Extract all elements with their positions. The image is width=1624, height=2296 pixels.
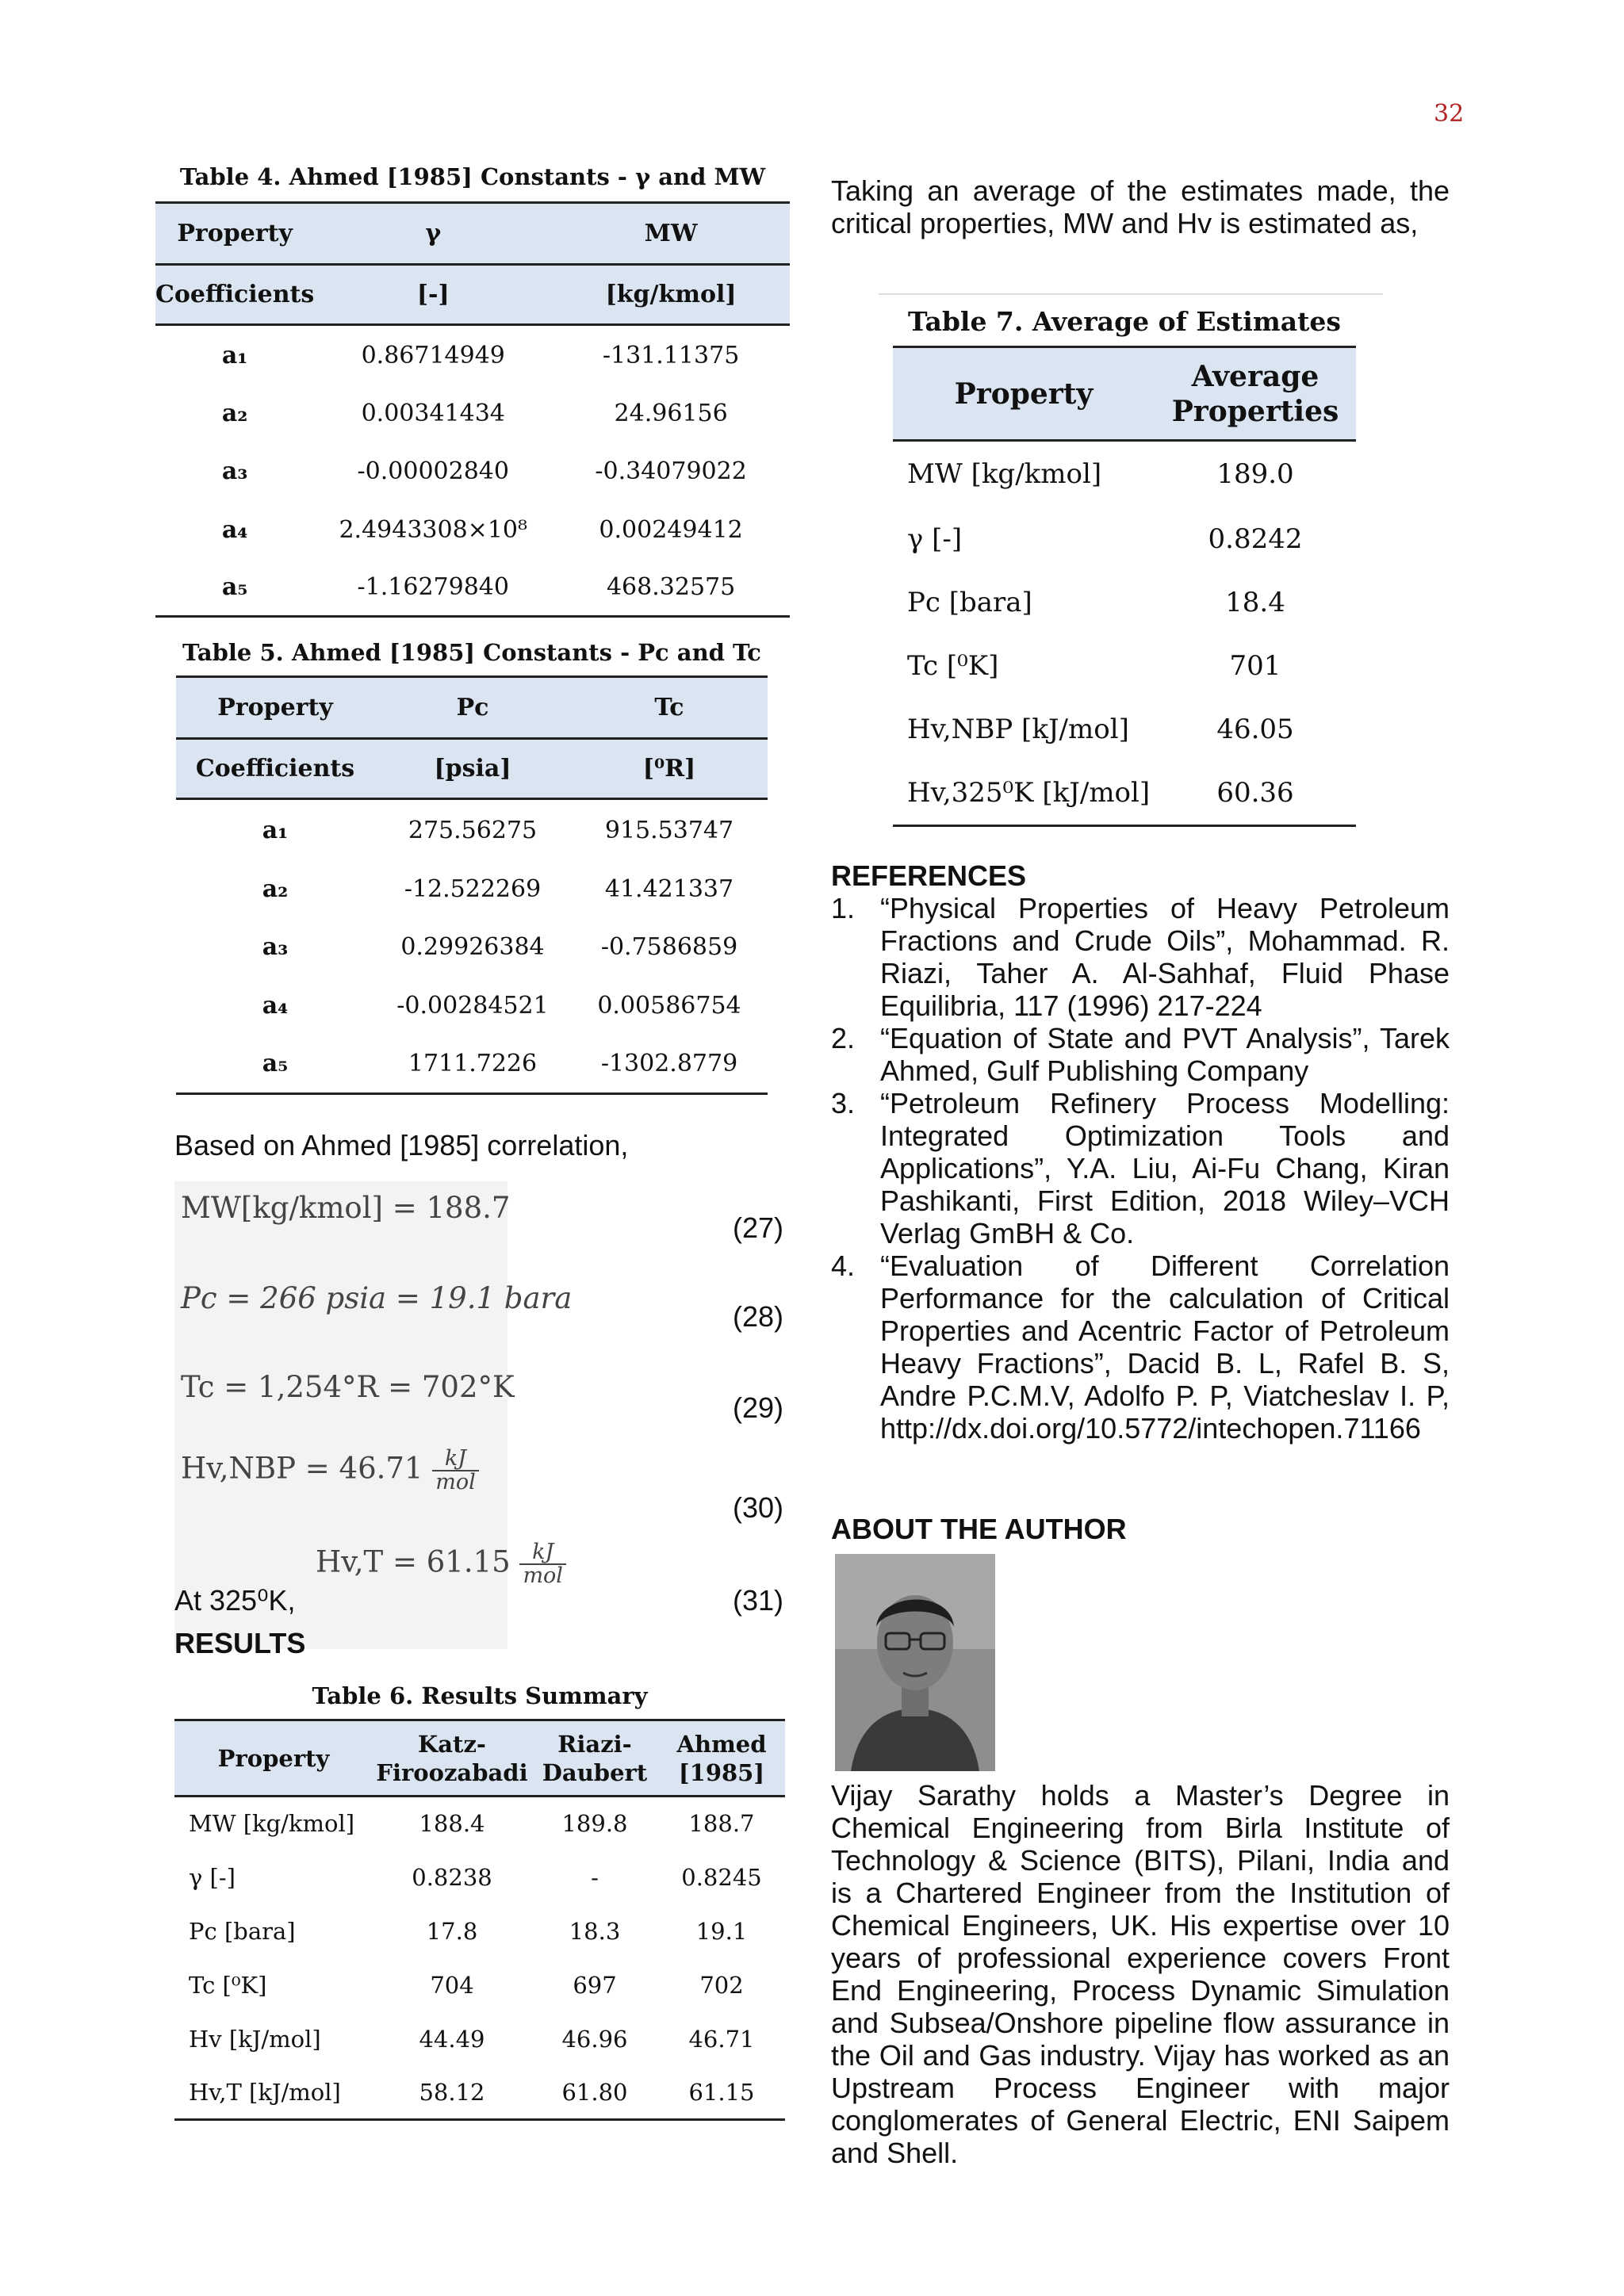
table4-unit-gamma: [-] xyxy=(314,265,552,325)
table6-cell: - xyxy=(591,1863,599,1891)
table7-cell: Tc [⁰K] xyxy=(907,649,999,682)
table6-cell: 17.8 xyxy=(426,1917,478,1945)
table4-cell: 2.4943308×10⁸ xyxy=(339,516,528,544)
table7-cell: MW [kg/kmol] xyxy=(907,458,1102,491)
table-row xyxy=(174,1797,785,1850)
table-row xyxy=(155,385,790,442)
equation-number: (31) xyxy=(733,1584,784,1617)
table7-cell: Pc [bara] xyxy=(907,586,1032,618)
table-row xyxy=(155,325,790,385)
table-row xyxy=(893,571,1356,634)
table5-cell: 41.421337 xyxy=(604,875,734,903)
table4-cell: -0.34079022 xyxy=(595,457,747,485)
table6-cell: Hv,T [kJ/mol] xyxy=(174,2066,373,2120)
equation-rhs: = 266 psia = 19.1 bara xyxy=(226,1281,573,1315)
reference-number: 4. xyxy=(831,1249,856,1282)
table6-header-riazi: Riazi-Daubert xyxy=(531,1720,658,1797)
table6-cell: 0.8245 xyxy=(681,1863,762,1891)
table6-cell: 61.80 xyxy=(531,2066,658,2120)
fraction xyxy=(432,1448,479,1494)
table-row xyxy=(176,918,768,977)
table5-cell: 0.00586754 xyxy=(597,992,741,1020)
table4-cell: 24.96156 xyxy=(614,400,728,427)
equation-lhs: MW[kg/kmol] xyxy=(181,1191,383,1225)
fraction-numerator: kJ xyxy=(519,1541,566,1565)
table4-caption: Table 4. Ahmed [1985] Constants - γ and MW xyxy=(179,163,766,190)
table7-cell: Hv,325⁰K [kJ/mol] xyxy=(893,761,1155,826)
table-row xyxy=(174,2066,785,2120)
table5-header-coefficients: Coefficients xyxy=(176,739,374,799)
equation-lhs: Hv,NBP xyxy=(181,1451,297,1486)
table7-caption: Table 7. Average of Estimates xyxy=(908,306,1341,337)
table6-cell: 44.49 xyxy=(419,2025,485,2053)
table-row xyxy=(176,861,768,918)
table6-cell: γ [-] xyxy=(189,1863,236,1891)
table6-cell: 697 xyxy=(573,1971,617,1999)
table4-cell: 468.32575 xyxy=(552,560,790,617)
table5-cell: a₄ xyxy=(262,992,289,1020)
table-row xyxy=(893,698,1356,761)
equation-rhs: = 61.15 xyxy=(393,1544,511,1579)
table7-header-average: Average Properties xyxy=(1155,347,1356,441)
table4-cell: -1.16279840 xyxy=(314,560,552,617)
table4-cell: 0.00341434 xyxy=(361,400,505,427)
equation-rhs: = 1,254°R = 702°K xyxy=(224,1370,515,1404)
fraction-denominator: mol xyxy=(435,1470,476,1494)
table5-cell: 1711.7226 xyxy=(374,1035,571,1094)
table6 xyxy=(174,1719,785,2121)
fraction xyxy=(519,1541,566,1587)
table7-header-property: Property xyxy=(893,347,1155,441)
table5-cell: 915.53747 xyxy=(604,816,734,844)
reference-number: 3. xyxy=(831,1087,856,1119)
table4-header-property: Property xyxy=(155,203,314,265)
equation-hv-nbp xyxy=(181,1448,479,1494)
reference-text: “Equation of State and PVT Analysis”, Tarek Ahmed, Gulf Publishing Company xyxy=(880,1022,1450,1087)
table4-header-gamma: γ xyxy=(314,203,552,265)
equation-rhs: = 46.71 xyxy=(304,1451,423,1486)
table5-cell: 275.56275 xyxy=(408,816,538,844)
table5 xyxy=(176,675,768,1095)
table7-cell: 60.36 xyxy=(1155,761,1356,826)
equation-number: (28) xyxy=(733,1300,784,1333)
about-author-text: Vijay Sarathy holds a Master’s Degree in Chemical Engineering from Birla Institute of Technology & Science (BITS), Pilani, India and is a Chartered Engineer from the Institution of Chemical Engineers, UK. His expertise over 10 years of professional experience covers Front End Engineering, Process Dynamic Simulation and Subsea/Onshore pipeline flow assurance in the Oil and Gas industry. Vijay has worked as an Upstream Process Engineer with major conglomerates of General Electric, ENI Saipem and Shell. xyxy=(831,1779,1450,2169)
table7-cell: 18.4 xyxy=(1225,586,1285,618)
reference-number: 2. xyxy=(831,1022,856,1054)
table5-caption: Table 5. Ahmed [1985] Constants - Pc and Tc xyxy=(182,639,761,666)
author-photo xyxy=(835,1554,995,1771)
references-list xyxy=(831,892,1450,1445)
table6-cell: 704 xyxy=(430,1971,474,1999)
table5-header-pc: Pc xyxy=(374,677,571,739)
table6-cell: 189.8 xyxy=(561,1810,628,1838)
table5-cell: a₂ xyxy=(262,875,289,903)
table-row xyxy=(176,977,768,1035)
table5-unit-tc: [⁰R] xyxy=(571,739,768,799)
reference-number: 1. xyxy=(831,892,856,924)
table5-cell: -12.522269 xyxy=(404,875,542,903)
table6-cell: 188.4 xyxy=(419,1810,485,1838)
fraction-denominator: mol xyxy=(523,1563,563,1588)
table6-cell: 46.71 xyxy=(688,2025,755,2053)
table4-cell: -131.11375 xyxy=(602,341,740,369)
table6-cell: 18.3 xyxy=(569,1917,621,1945)
table4-cell: -0.00002840 xyxy=(357,457,509,485)
table-row xyxy=(176,799,768,861)
equation-pc xyxy=(181,1281,572,1315)
list-item xyxy=(831,1087,1450,1249)
page-number: 32 xyxy=(1434,100,1465,128)
table-row xyxy=(174,2012,785,2066)
table5-unit-pc: [psia] xyxy=(374,739,571,799)
table-row xyxy=(176,1035,768,1094)
equation-lhs: Pc xyxy=(181,1281,217,1315)
table6-cell: 58.12 xyxy=(373,2066,531,2120)
table7-cell: 189.0 xyxy=(1216,458,1294,491)
table4-cell: a₅ xyxy=(155,560,314,617)
table4-cell: a₂ xyxy=(221,400,248,427)
table5-cell: a₃ xyxy=(262,933,289,961)
about-heading: ABOUT THE AUTHOR xyxy=(831,1513,1127,1545)
table6-cell: 702 xyxy=(699,1971,744,1999)
list-item xyxy=(831,1249,1450,1445)
table5-header-property: Property xyxy=(176,677,374,739)
table4-cell: a₃ xyxy=(221,457,248,485)
table4-cell: 0.86714949 xyxy=(361,341,505,369)
results-heading: RESULTS xyxy=(174,1627,306,1659)
equation-mw xyxy=(181,1191,510,1225)
table6-caption: Table 6. Results Summary xyxy=(312,1682,648,1709)
table6-cell: Tc [⁰K] xyxy=(189,1971,267,1999)
equation-number: (27) xyxy=(733,1211,784,1244)
table4 xyxy=(155,201,790,618)
table4-unit-mw: [kg/kmol] xyxy=(552,265,790,325)
at-temperature-label: At 325⁰K, xyxy=(174,1584,296,1617)
table-row xyxy=(174,1904,785,1958)
table6-header-property: Property xyxy=(174,1720,373,1797)
table7-cell: 0.8242 xyxy=(1208,522,1303,555)
table-row xyxy=(893,507,1356,571)
table4-cell: 0.00249412 xyxy=(599,516,743,544)
reference-text: “Physical Properties of Heavy Petroleum Fractions and Crude Oils”, Mohammad. R. Riazi, Taher A. Al-Sahhaf, Fluid Phase Equilibria, 117 (1996) 217-224 xyxy=(880,892,1450,1022)
list-item xyxy=(831,1022,1450,1087)
list-item xyxy=(831,892,1450,1022)
table7 xyxy=(893,346,1356,827)
equation-number: (29) xyxy=(733,1391,784,1424)
table7-cell: 46.05 xyxy=(1216,713,1294,745)
table6-cell: 19.1 xyxy=(695,1917,748,1945)
reference-text: “Petroleum Refinery Process Modelling: Integrated Optimization Tools and Applications”, Y.A. Liu, Ai-Fu Chang, Kiran Pashikanti, First Edition, 2018 Wiley–VCH Verlag GmBH & Co. xyxy=(880,1087,1450,1249)
table4-header-mw: MW xyxy=(552,203,790,265)
references-heading: REFERENCES xyxy=(831,859,1027,892)
table7-cell: γ [-] xyxy=(907,522,963,555)
equation-tc xyxy=(181,1370,515,1404)
table-row xyxy=(893,441,1356,507)
equation-rhs: = 188.7 xyxy=(392,1191,511,1225)
table5-cell: a₁ xyxy=(262,816,289,844)
table5-cell: -0.7586859 xyxy=(600,933,738,961)
table-row xyxy=(893,634,1356,698)
table-row xyxy=(155,442,790,501)
table6-header-ahmed: Ahmed [1985] xyxy=(658,1720,785,1797)
table6-cell: 46.96 xyxy=(561,2025,628,2053)
table6-cell: Hv [kJ/mol] xyxy=(189,2025,321,2053)
table4-cell: a₁ xyxy=(221,341,248,369)
table-row xyxy=(893,761,1356,826)
fraction-numerator: kJ xyxy=(432,1448,479,1471)
table-row xyxy=(155,501,790,560)
author-portrait-icon xyxy=(835,1554,995,1771)
equation-lhs: Tc xyxy=(181,1370,215,1404)
table6-cell: 0.8238 xyxy=(412,1863,492,1891)
table5-cell: -0.00284521 xyxy=(396,992,549,1020)
table4-header-coefficients: Coefficients xyxy=(155,265,314,325)
reference-text: “Evaluation of Different Correlation Performance for the calculation of Critical Properties and Acentric Factor of Petroleum Heavy Fractions”, Dacid B. L, Rafel B. S, Andre P.C.M.V, Adolfo P. P, Viatcheslav I. P, http://dx.doi.org/10.5772/intechopen.71166 xyxy=(880,1249,1450,1445)
table-row xyxy=(174,1850,785,1904)
table6-cell: 61.15 xyxy=(658,2066,785,2120)
table5-cell: a₅ xyxy=(176,1035,374,1094)
table7-cell: Hv,NBP [kJ/mol] xyxy=(907,713,1129,745)
table6-cell: Pc [bara] xyxy=(189,1917,296,1945)
table4-cell: a₄ xyxy=(221,516,248,544)
equation-hv-t xyxy=(316,1541,566,1587)
equation-number: (30) xyxy=(733,1491,784,1524)
equation-lhs: Hv,T xyxy=(316,1544,384,1579)
correlation-intro: Based on Ahmed [1985] correlation, xyxy=(174,1129,629,1161)
table-row xyxy=(155,560,790,617)
table5-header-tc: Tc xyxy=(571,677,768,739)
table7-cell: 701 xyxy=(1229,649,1281,682)
average-intro: Taking an average of the estimates made, the critical properties, MW and Hv is estimated as, xyxy=(831,174,1450,239)
table5-cell: 0.29926384 xyxy=(400,933,545,961)
table5-cell: -1302.8779 xyxy=(571,1035,768,1094)
table6-cell: MW [kg/kmol] xyxy=(189,1810,355,1838)
divider xyxy=(879,293,1383,295)
table6-cell: 188.7 xyxy=(688,1810,755,1838)
table-row xyxy=(174,1958,785,2012)
table6-header-katz: Katz-Firoozabadi xyxy=(373,1720,531,1797)
